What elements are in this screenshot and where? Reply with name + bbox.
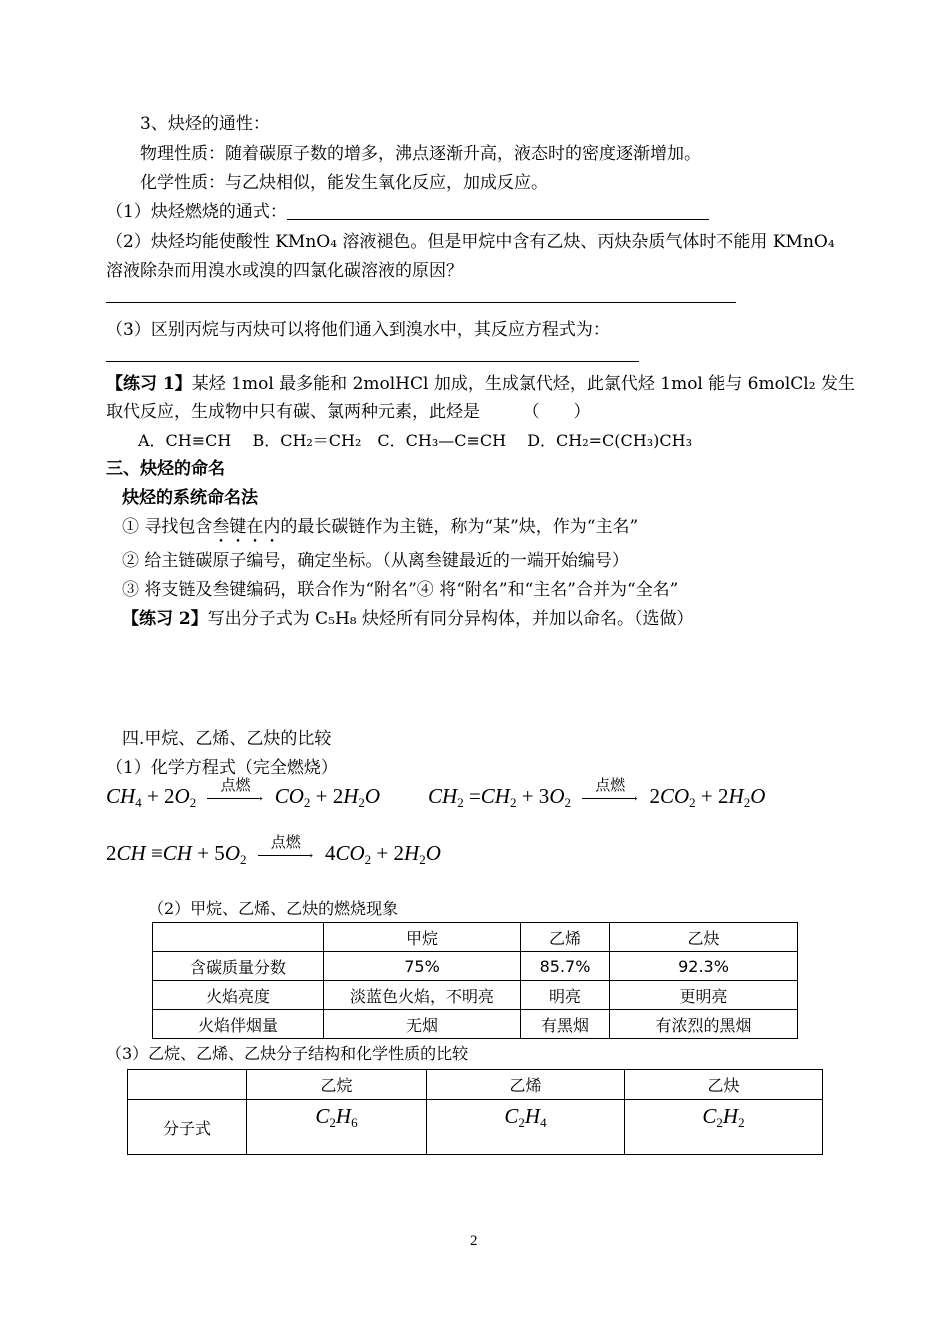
exercise-2: [122, 607, 694, 631]
combustion-table: [152, 922, 798, 1039]
table-cell: 85.7%: [521, 952, 610, 981]
table-row: [153, 981, 798, 1010]
naming-step-3: ③ 将支链及叁键编码，联合作为“附名”④ 将“附名”和“主名”合并为“全名”: [122, 580, 679, 600]
equation-acetylene: $2CH \equiv CH + 5O_2$ 点燃 → $4CO_2 + 2H_2O$: [106, 833, 441, 867]
table-cell: 75%: [324, 952, 521, 981]
naming-step-2: ② 给主链碳原子编号，确定坐标。（从离叁键最近的一端开始编号）: [122, 551, 629, 571]
reaction-arrow: 点燃 →: [205, 788, 265, 808]
compare-heading: 四.甲烷、乙烯、乙炔的比较: [122, 729, 332, 749]
exercise-text: 写出分子式为 C₅H₈ 炔烃所有同分异构体，并加以命名。（选做）: [207, 609, 694, 629]
answer-line[interactable]: [106, 302, 736, 303]
table-cell: 淡蓝色火焰，不明亮: [324, 981, 521, 1010]
question-2-line1: （2）炔烃均能使酸性 KMnO₄ 溶液褪色。但是甲烷中含有乙炔、丙炔杂质气体时不能用 KMnO₄: [106, 232, 835, 252]
table-cell: 明亮: [521, 981, 610, 1010]
naming-subheading: 炔烃的系统命名法: [122, 488, 258, 508]
compare-sub-2: （2）甲烷、乙烯、乙炔的燃烧现象: [148, 899, 399, 918]
question-1: [106, 200, 709, 224]
exercise-1-line2: 取代反应，生成物中只有碳、氯两种元素，此烃是 （ ）: [106, 402, 591, 422]
table-cell: 乙烯: [427, 1070, 625, 1100]
table-row: [153, 1010, 798, 1039]
table-cell: 乙烯: [521, 923, 610, 952]
table-cell: 92.3%: [610, 952, 798, 981]
table-header-row: [128, 1070, 823, 1100]
page-number: 2: [470, 1233, 478, 1249]
arrow-label: 点燃: [595, 776, 626, 795]
table-cell: 无烟: [324, 1010, 521, 1039]
exercise-text: 某烃 1mol 最多能和 2molHCl 加成，生成氯代烃，此氯代烃 1mol 能与 6molCl₂ 发生: [191, 374, 855, 394]
table-cell: 乙烷: [247, 1070, 427, 1100]
table-cell: [153, 923, 324, 952]
table-cell: 有浓烈的黑烟: [610, 1010, 798, 1039]
emphasized-text: 叁键在内: [212, 517, 281, 537]
table-cell: 甲烷: [324, 923, 521, 952]
table-header-row: [153, 923, 798, 952]
equation-ethylene: $CH_2 =CH_2 + 3O_2$ 点燃 → $2CO_2 + 2H_2O$: [428, 776, 766, 810]
compare-sub-1: （1）化学方程式（完全燃烧）: [106, 758, 338, 778]
table-cell: [128, 1070, 247, 1100]
table-cell: 乙炔: [625, 1070, 823, 1100]
table-cell: 火焰亮度: [153, 981, 324, 1010]
exercise-label: 【练习 1】: [106, 374, 192, 394]
naming-step-1: [122, 515, 638, 547]
naming-heading: 三、炔烃的命名: [106, 459, 225, 479]
arrow-label: 点燃: [270, 833, 301, 852]
answer-line[interactable]: [106, 361, 639, 362]
question-3: （3）区别丙烷与丙炔可以将他们通入到溴水中，其反应方程式为：: [106, 320, 610, 340]
table-cell: 更明亮: [610, 981, 798, 1010]
answer-blank[interactable]: [287, 201, 709, 220]
exercise-label: 【练习 2】: [122, 609, 208, 629]
formula-ethane: $C_2H_6$: [247, 1100, 427, 1155]
step-text: 的最长碳链作为主链，称为“某”炔，作为“主名”: [280, 517, 639, 537]
reaction-arrow: 点燃 →: [580, 788, 640, 808]
exercise-1-line1: [106, 372, 855, 396]
chemical-properties: 化学性质：与乙炔相似，能发生氧化反应，加成反应。: [140, 173, 548, 193]
section-title: 3、炔烃的通性：: [140, 114, 270, 134]
formula-acetylene: $C_2H_2$: [625, 1100, 823, 1155]
table-cell: 分子式: [128, 1100, 247, 1155]
table-cell: 火焰伴烟量: [153, 1010, 324, 1039]
structure-table: [127, 1069, 823, 1155]
table-row: [128, 1100, 823, 1155]
step-text: ① 寻找包含: [122, 517, 213, 537]
question-2-line2: 溶液除杂而用溴水或溴的四氯化碳溶液的原因？: [106, 261, 463, 281]
physical-properties: 物理性质：随着碳原子数的增多，沸点逐渐升高，液态时的密度逐渐增加。: [140, 144, 701, 164]
reaction-arrow: 点燃 →: [256, 845, 316, 865]
arrow-label: 点燃: [220, 776, 251, 795]
table-cell: 含碳质量分数: [153, 952, 324, 981]
compare-sub-3: （3）乙烷、乙烯、乙炔分子结构和化学性质的比较: [106, 1044, 469, 1063]
table-row: [153, 952, 798, 981]
exercise-1-options: A．CH≡CH B．CH₂＝CH₂ C．CH₃—C≡CH D．CH₂=C(CH₃)CH₃: [138, 431, 692, 450]
table-cell: 有黑烟: [521, 1010, 610, 1039]
question-1-text: （1）炔烃燃烧的通式：: [106, 202, 287, 222]
formula-ethylene: $C_2H_4$: [427, 1100, 625, 1155]
equation-methane: $CH_4 + 2O_2$ 点燃 → $CO_2 + 2H_2O$: [106, 776, 381, 810]
table-cell: 乙炔: [610, 923, 798, 952]
